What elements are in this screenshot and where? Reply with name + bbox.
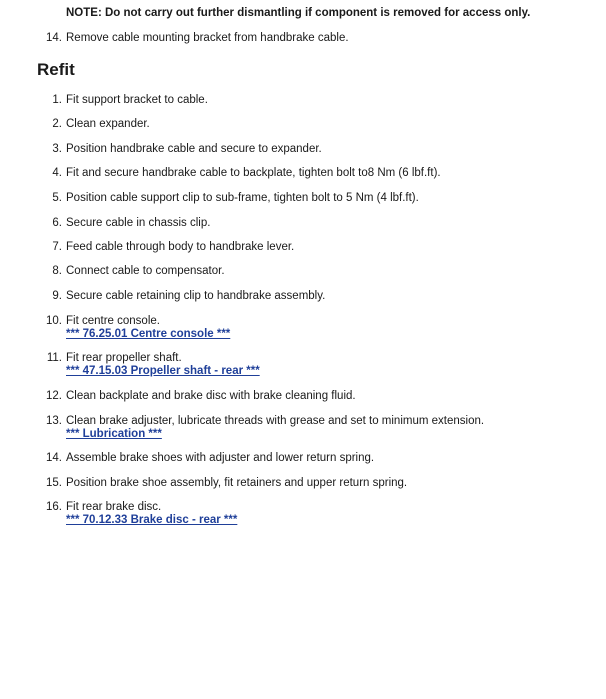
step-body — [66, 315, 230, 341]
step-body — [66, 415, 484, 441]
lubrication-link[interactable]: *** Lubrication *** — [66, 428, 162, 440]
step-body — [66, 352, 260, 378]
step-text: Clean backplate and brake disc with brake cleaning fluid. — [66, 390, 356, 402]
step-text: Assemble brake shoes with adjuster and lower return spring. — [66, 452, 375, 464]
step-text: Position handbrake cable and secure to expander. — [66, 143, 322, 155]
step-number: 15. — [46, 477, 62, 489]
propeller-shaft-link[interactable]: *** 47.15.03 Propeller shaft - rear *** — [66, 365, 260, 377]
step-text: Clean expander. — [66, 118, 150, 130]
step-number: 1. — [52, 94, 62, 106]
step-number: 12. — [46, 390, 62, 402]
step-text: Feed cable through body to handbrake lever. — [66, 241, 295, 253]
step-number: 8. — [52, 265, 62, 277]
step-number: 3. — [52, 143, 62, 155]
centre-console-link[interactable]: *** 76.25.01 Centre console *** — [66, 328, 231, 340]
step-number: 4. — [52, 167, 62, 179]
step-text: Connect cable to compensator. — [66, 265, 225, 277]
step-number: 10. — [46, 315, 62, 327]
step-number: 9. — [52, 290, 62, 302]
brake-disc-link[interactable]: *** 70.12.33 Brake disc - rear *** — [66, 514, 238, 526]
step-number: 2. — [52, 118, 62, 130]
step-number: 6. — [52, 217, 62, 229]
step-text: Position cable support clip to sub-frame, tighten bolt to 5 Nm (4 lbf.ft). — [66, 192, 419, 204]
step-number: 11. — [46, 352, 62, 364]
step-text: Position brake shoe assembly, fit retainers and upper return spring. — [66, 477, 408, 489]
step-text: Fit rear brake disc. — [66, 501, 162, 513]
step-number: 16. — [46, 501, 62, 513]
step-number: 5. — [52, 192, 62, 204]
step-number: 14. — [46, 452, 62, 464]
step-text: Clean brake adjuster, lubricate threads with grease and set to minimum extension. — [66, 415, 485, 427]
note-text: NOTE: Do not carry out further dismantling if component is removed for access only. — [66, 7, 531, 19]
step-body — [66, 501, 237, 527]
step-text: Fit and secure handbrake cable to backplate, tighten bolt to8 Nm (6 lbf.ft). — [66, 167, 441, 179]
step-text: Remove cable mounting bracket from handbrake cable. — [66, 32, 349, 44]
step-text: Secure cable retaining clip to handbrake assembly. — [66, 290, 326, 302]
step-number: 13. — [46, 415, 62, 427]
step-number: 7. — [52, 241, 62, 253]
step-text: Fit support bracket to cable. — [66, 94, 208, 106]
step-text: Fit centre console. — [66, 315, 160, 327]
step-number: 14. — [46, 32, 62, 44]
refit-heading: Refit — [37, 60, 75, 79]
step-text: Secure cable in chassis clip. — [66, 217, 211, 229]
step-text: Fit rear propeller shaft. — [66, 352, 182, 364]
